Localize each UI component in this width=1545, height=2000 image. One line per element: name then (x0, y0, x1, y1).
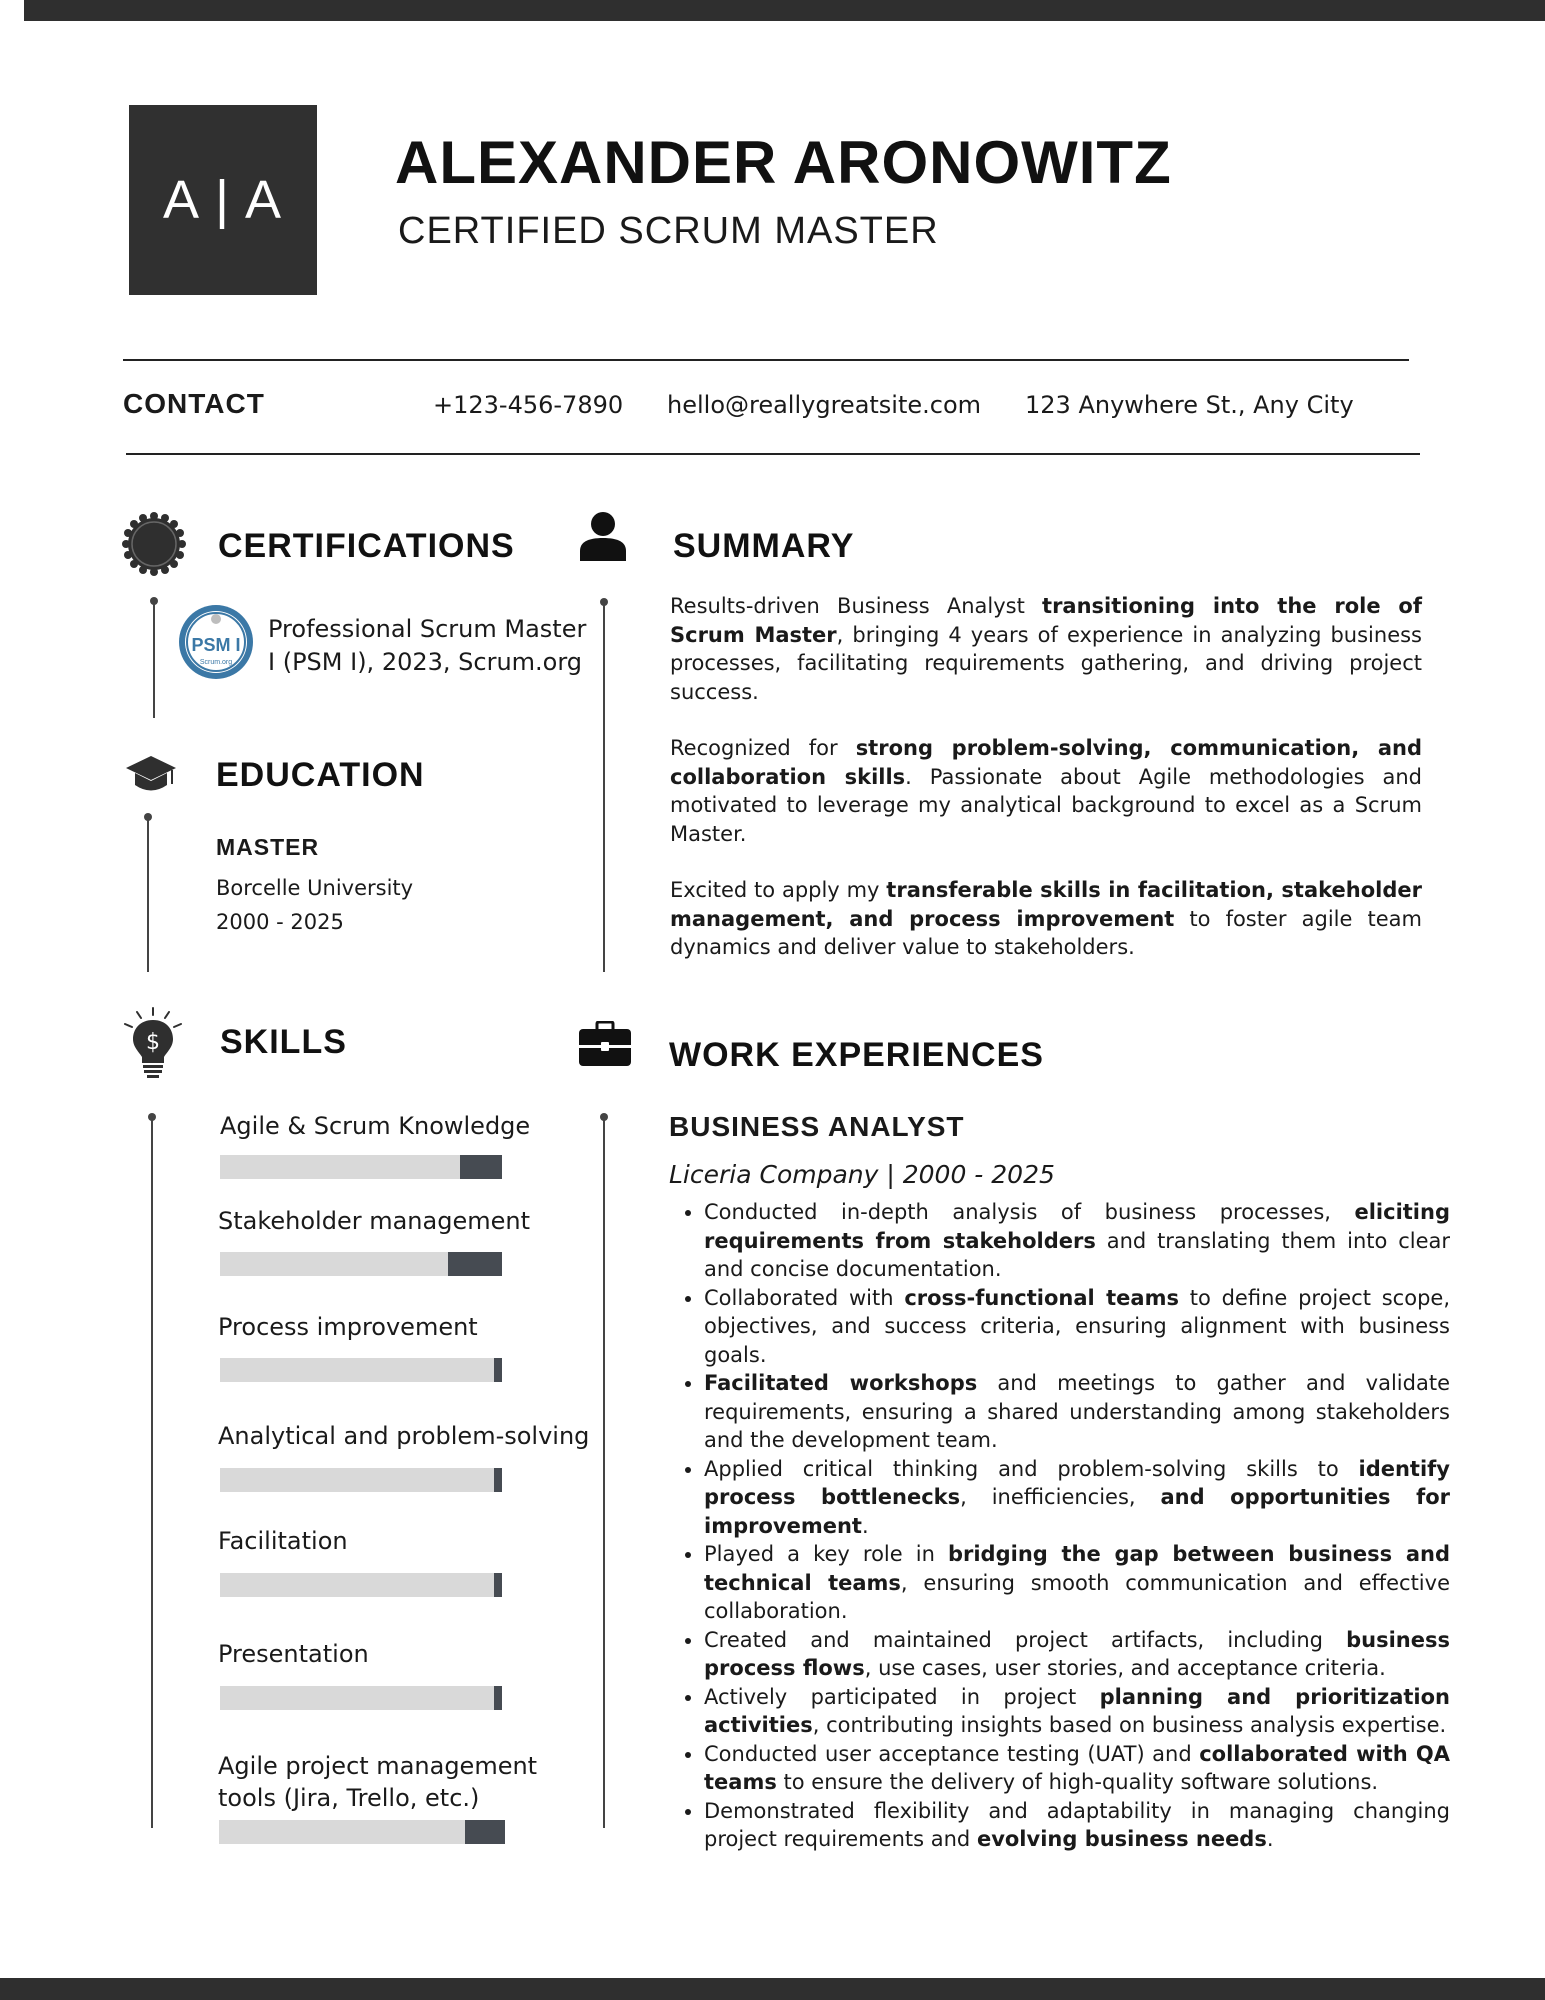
job-company: Liceria Company | 2000 - 2025 (669, 1160, 1055, 1189)
skill-bar (219, 1820, 505, 1844)
job-bullets (676, 1198, 1450, 1854)
text-run: and meetings to gather and validate requirements, ensuring a shared understanding among stakeholders and the development team. (704, 1371, 1450, 1452)
skill-bar (220, 1155, 502, 1179)
skill-label: Process improvement (218, 1313, 478, 1341)
certification-item: Professional Scrum Master I (PSM I), 2023, Scrum.org (268, 615, 587, 676)
top-bar (24, 0, 1545, 21)
summary-text (670, 592, 1422, 990)
svg-text:$: $ (146, 1030, 160, 1055)
monogram: A | A (129, 105, 317, 295)
skill-bar (220, 1252, 502, 1276)
text-run: to define project scope, objectives, and success criteria, ensuring alignment with business goals. (704, 1285, 1450, 1367)
text-run: Results-driven Business Analyst (670, 594, 1043, 618)
summary-heading: SUMMARY (673, 527, 855, 565)
contact-email: hello@reallygreatsite.com (667, 391, 982, 419)
timeline-line (151, 1117, 153, 1828)
text-run: , bringing 4 years of experience in analyzing business processes, facilitating requirements gathering, and driving project success. (670, 622, 1422, 704)
bold-text: identify process bottlenecks (704, 1456, 1450, 1509)
education-heading: EDUCATION (216, 756, 425, 794)
text-run: Played a key role in (704, 1542, 948, 1566)
skill-bar (220, 1358, 502, 1382)
job-bullet (704, 1455, 1450, 1541)
resume-title: CERTIFIED SCRUM MASTER (398, 210, 939, 252)
text-run: to foster agile team dynamics and deliver value to stakeholders. (670, 906, 1422, 959)
resume-name: ALEXANDER ARONOWITZ (395, 129, 1172, 196)
bold-text: and opportunities for improvement (704, 1485, 1451, 1538)
divider (126, 453, 1420, 455)
bold-text: cross-functional teams (904, 1285, 1179, 1310)
skill-bar-marker (494, 1358, 502, 1382)
contact-phone: +123-456-7890 (433, 391, 624, 419)
education-years: 2000 - 2025 (216, 910, 344, 934)
skill-label: Facilitation (218, 1527, 348, 1555)
bottom-bar (0, 1978, 1545, 2000)
work-heading: WORK EXPERIENCES (669, 1036, 1044, 1074)
text-run: Collaborated with (704, 1285, 905, 1310)
text-run: Created and maintained project artifacts, including (704, 1627, 1347, 1652)
timeline-line (603, 1117, 605, 1828)
summary-paragraph (670, 734, 1422, 848)
lightbulb-icon (122, 1006, 184, 1080)
text-run: , use cases, user stories, and acceptance criteria. (864, 1656, 1386, 1680)
skill-bar-marker (494, 1573, 502, 1597)
contact-label: CONTACT (123, 388, 265, 419)
bold-text: evolving business needs (976, 1827, 1267, 1851)
skill-label: Agile project management tools (Jira, Trello, etc.) (218, 1752, 538, 1812)
skill-bar-marker (494, 1468, 502, 1492)
skill-label: Stakeholder management (218, 1207, 530, 1235)
skill-bar-marker (494, 1686, 502, 1710)
summary-paragraph (670, 592, 1422, 706)
timeline-line (147, 817, 149, 972)
education-school: Borcelle University (216, 876, 414, 900)
skill-bar (220, 1468, 502, 1492)
bold-text: transitioning into the role of Scrum Master (670, 594, 1422, 647)
text-run: Excited to apply my (670, 878, 887, 902)
skill-bar-marker (448, 1252, 502, 1276)
skill-bar-marker (460, 1155, 502, 1179)
text-run: to ensure the delivery of high-quality software solutions. (776, 1770, 1379, 1794)
text-run: Demonstrated flexibility and adaptability in managing changing project requirements and (704, 1798, 1450, 1851)
skill-label: Agile & Scrum Knowledge (220, 1112, 531, 1140)
job-title: BUSINESS ANALYST (669, 1111, 965, 1142)
text-run: Applied critical thinking and problem-solving skills to (704, 1456, 1359, 1481)
bold-text: planning and prioritization activities (704, 1684, 1450, 1737)
person-icon (578, 511, 628, 561)
briefcase-icon (578, 1021, 632, 1067)
contact-address: 123 Anywhere St., Any City (1025, 391, 1354, 419)
bold-text: eliciting requirements from stakeholders (704, 1200, 1450, 1253)
job-bullet (704, 1740, 1450, 1797)
text-run: , ensuring smooth communication and effective collaboration. (704, 1570, 1450, 1623)
job-bullet (704, 1369, 1450, 1455)
job-bullet (704, 1284, 1450, 1370)
graduation-cap-icon (125, 754, 177, 798)
bold-text: bridging the gap between business and technical teams (704, 1542, 1450, 1595)
psm-badge (178, 604, 254, 680)
text-run: Conducted in-depth analysis of business processes, (704, 1200, 1355, 1224)
certifications-heading: CERTIFICATIONS (218, 527, 515, 565)
badge-org: Scrum.org (199, 659, 233, 666)
bold-text: collaborated with QA teams (704, 1741, 1450, 1794)
bold-text: transferable skills in facilitation, stakeholder management, and process improvement (670, 878, 1422, 931)
text-run: Recognized for (670, 736, 856, 760)
job-bullet (704, 1198, 1450, 1284)
education-degree: MASTER (216, 834, 320, 860)
text-run: Actively participated in project (704, 1684, 1100, 1709)
badge-text: PSM I (191, 635, 241, 655)
timeline-line (153, 601, 155, 718)
text-run: . (861, 1513, 869, 1538)
text-run: and translating them into clear and concise documentation. (704, 1228, 1450, 1281)
badge-icon (122, 512, 186, 576)
skill-label: Presentation (218, 1640, 369, 1668)
bold-text: strong problem-solving, communication, and collaboration skills (670, 736, 1423, 789)
skill-bar (220, 1686, 502, 1710)
text-run: , inefficiencies, (960, 1485, 1161, 1509)
divider (123, 359, 1409, 361)
job-bullet (704, 1626, 1450, 1683)
text-run: Conducted user acceptance testing (UAT) and (704, 1741, 1200, 1766)
text-run: , contributing insights based on business analysis expertise. (812, 1713, 1447, 1737)
summary-paragraph (670, 876, 1422, 962)
job-bullet (704, 1683, 1450, 1740)
timeline-line (603, 602, 605, 972)
job-bullet (704, 1540, 1450, 1626)
skills-heading: SKILLS (220, 1023, 347, 1061)
skill-bar (220, 1573, 502, 1597)
text-run: . (1266, 1827, 1274, 1851)
job-bullet (704, 1797, 1450, 1854)
text-run: . Passionate about Agile methodologies and motivated to leverage my analytical background to excel as a Scrum Master. (670, 764, 1422, 846)
bold-text: business process flows (704, 1627, 1450, 1680)
bold-text: Facilitated workshops (704, 1371, 978, 1395)
skill-bar-marker (465, 1820, 505, 1844)
skill-label: Analytical and problem-solving (218, 1422, 590, 1450)
